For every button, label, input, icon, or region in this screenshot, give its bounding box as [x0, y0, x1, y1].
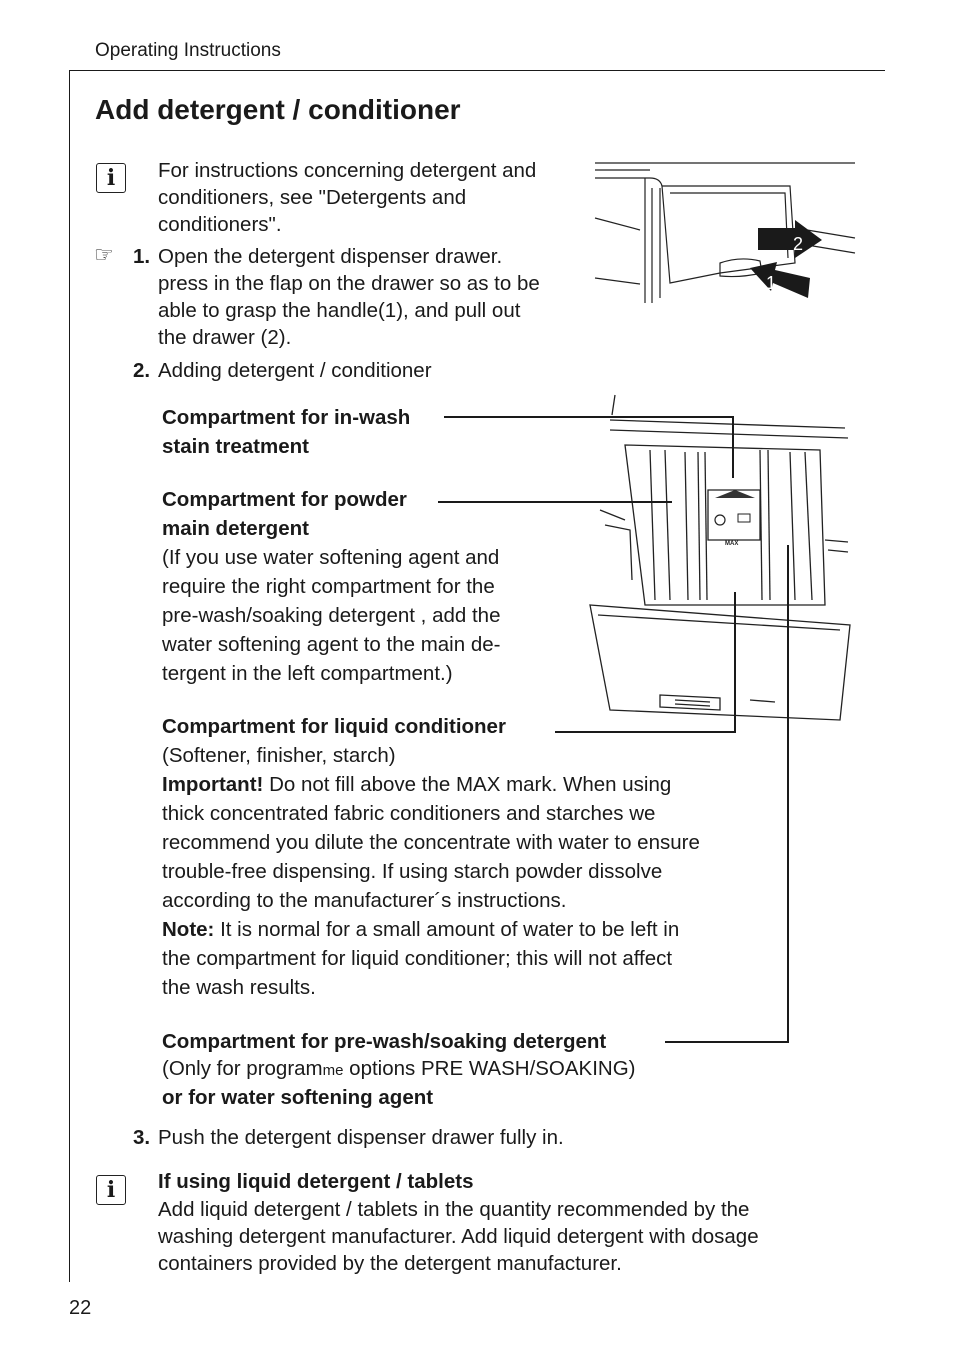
max-mark: MAX: [725, 541, 739, 547]
liquid-note-line: washing detergent manufacturer. Add liquid detergent with dosage: [158, 1225, 759, 1248]
info-icon: i: [96, 1175, 126, 1205]
liquid-detergent-note: [158, 1167, 858, 1277]
liquid-note-line: Add liquid detergent / tablets in the quantity recommended by the: [158, 1198, 750, 1221]
important-paragraph: Important! Do not fill above the MAX mark. When using thick concentrated fabric conditioners and starches we recommend you dilute the concentrate with water to ensure trouble-free dispensing. If using starch powder dissolve according to the manufacturer´s instructions.: [162, 773, 700, 912]
step-text: Open the detergent dispenser drawer. press in the flap on the drawer so as to be able to grasp the handle(1), and pull out the drawer (2).: [158, 245, 540, 349]
powder-compartment-note: (If you use water softening agent and require the right compartment for the pre-wash/soaking detergent , add the water softening agent to the main de- tergent in the left compartment.): [162, 546, 501, 685]
step-number: 2.: [133, 359, 151, 382]
info-icon: i: [96, 163, 126, 193]
step-number: 3.: [133, 1126, 151, 1149]
prewash-compartment-title: Compartment for pre-wash/soaking detergent: [162, 1030, 607, 1053]
powder-compartment-block: [162, 485, 500, 688]
powder-compartment-title: Compartment for powder main detergent: [162, 488, 407, 540]
liquid-compartment-title: Compartment for liquid conditioner: [162, 715, 506, 738]
liquid-note-title: If using liquid detergent / tablets: [158, 1170, 474, 1193]
callout-drawer: 2: [793, 234, 804, 254]
step-number: 1.: [133, 245, 151, 268]
liquid-compartment-block: [162, 712, 782, 1002]
stain-compartment-title: Compartment for in-wash stain treatment: [162, 406, 411, 458]
prewash-compartment-block: [162, 1027, 636, 1112]
intro-note: For instructions concerning detergent and conditioners, see "Detergents and conditioners".: [158, 159, 537, 236]
step-text: Push the detergent dispenser drawer fully in.: [158, 1126, 564, 1149]
callout-handle: 1: [766, 273, 777, 293]
liquid-compartment-subtitle: (Softener, finisher, starch): [162, 744, 396, 767]
pointing-hand-icon: ☞: [94, 243, 114, 268]
running-header: Operating Instructions: [95, 40, 281, 61]
liquid-note-line: containers provided by the detergent manufacturer.: [158, 1252, 622, 1275]
note-paragraph: Note: It is normal for a small amount of water to be left in the compartment for liquid conditioner; this will not affect the wash results.: [162, 918, 680, 999]
step-text: Adding detergent / conditioner: [158, 359, 432, 382]
page-number: 22: [69, 1297, 92, 1319]
prewash-compartment-options: (Only for programme options PRE WASH/SOAKING): [162, 1057, 636, 1080]
prewash-compartment-alt: or for water softening agent: [162, 1086, 434, 1109]
page-title: Add detergent / conditioner: [95, 94, 461, 125]
